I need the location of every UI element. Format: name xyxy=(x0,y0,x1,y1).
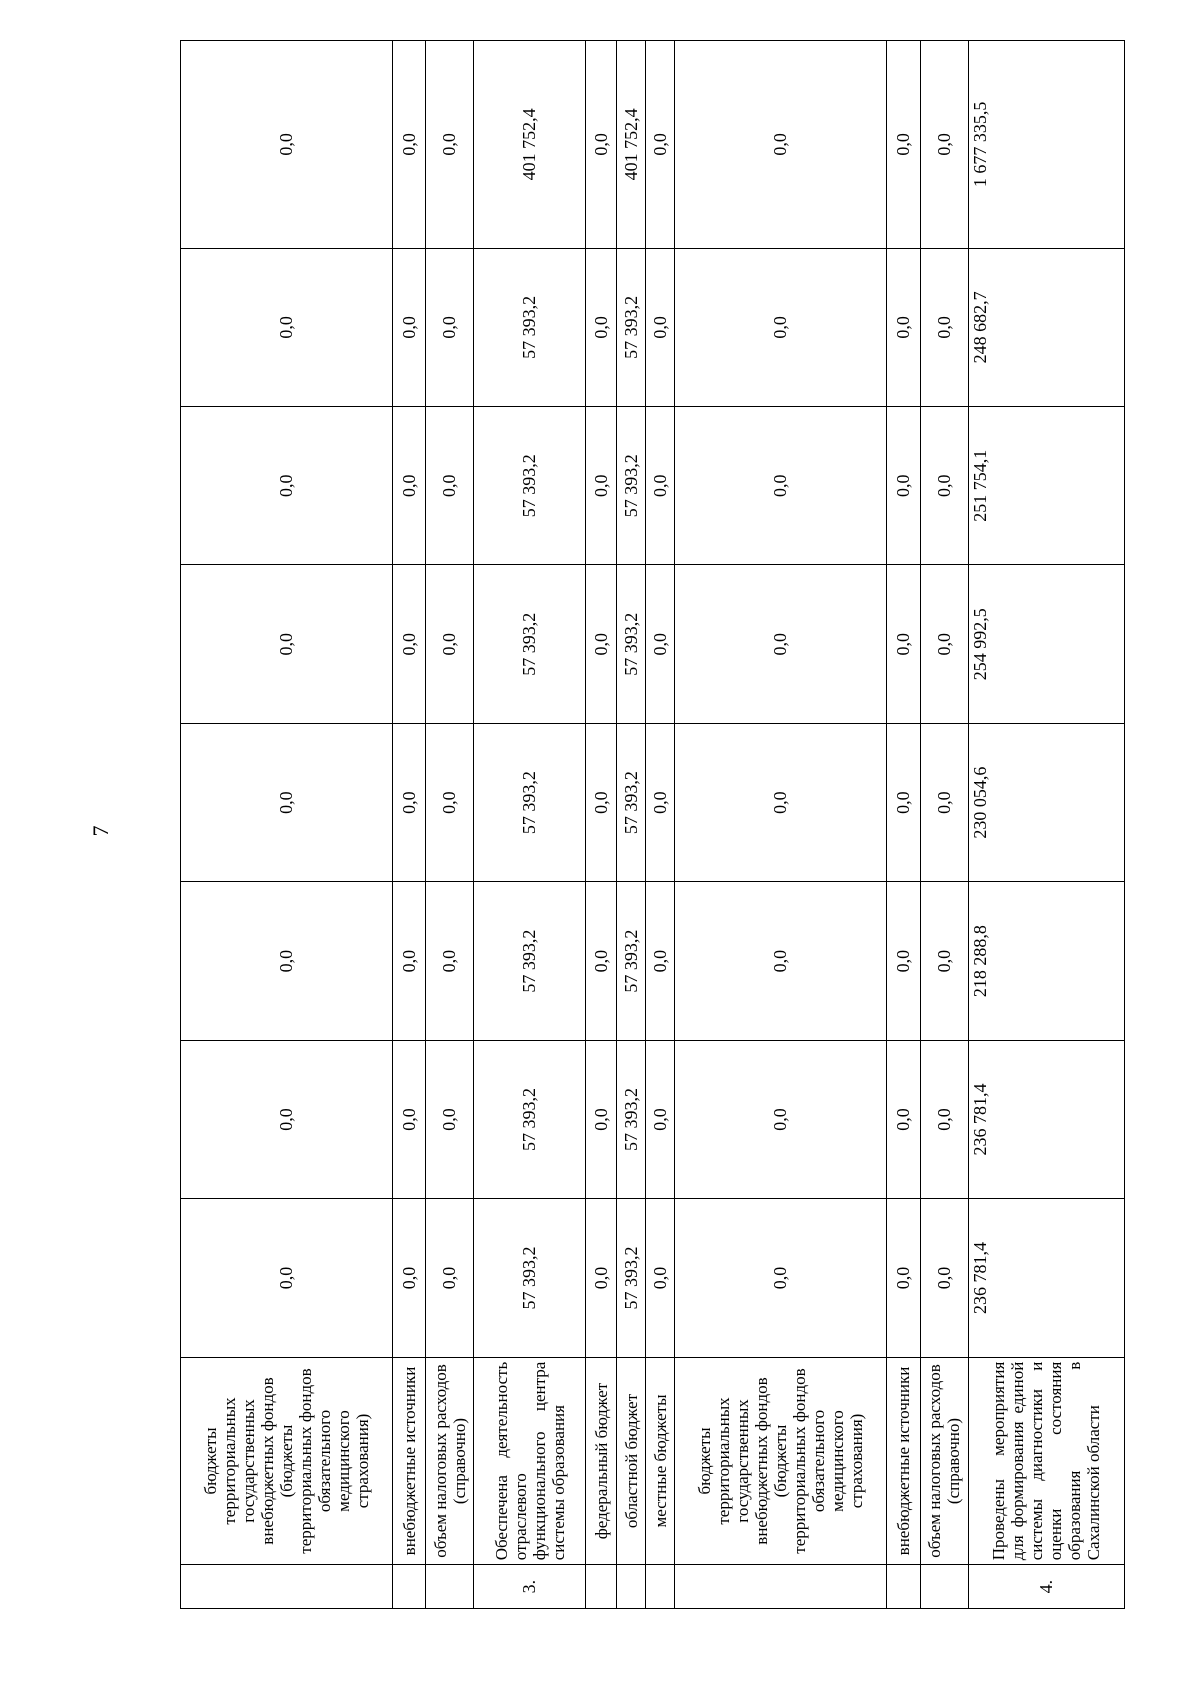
year-value-cell: 57 393,2 xyxy=(617,565,646,723)
row-label: внебюджетные источники xyxy=(887,1357,920,1565)
total-value-cell: 0,0 xyxy=(586,41,617,249)
year-value-cell: 0,0 xyxy=(181,407,393,565)
total-value-cell: 0,0 xyxy=(646,41,675,249)
row-label: бюджеты территориальных государственных внебюджетных фондов (бюджеты территориальных фондов обязательного медицинского страхования) xyxy=(181,1357,393,1565)
row-label: внебюджетные источники xyxy=(393,1357,426,1565)
year-value-cell: 0,0 xyxy=(887,565,920,723)
table-row xyxy=(675,41,887,1609)
year-value-cell: 236 781,4 xyxy=(968,1040,1124,1198)
year-value-cell: 0,0 xyxy=(646,882,675,1040)
year-value-cell: 0,0 xyxy=(675,1199,887,1357)
year-value-cell: 0,0 xyxy=(181,565,393,723)
year-value-cell: 0,0 xyxy=(675,248,887,406)
row-index xyxy=(393,1565,426,1609)
table-row xyxy=(393,41,426,1609)
table-row xyxy=(474,41,586,1609)
total-value-cell: 0,0 xyxy=(393,41,426,249)
year-value-cell: 0,0 xyxy=(426,723,474,881)
year-value-cell: 0,0 xyxy=(393,1040,426,1198)
year-value-cell: 0,0 xyxy=(426,248,474,406)
year-value-cell: 0,0 xyxy=(393,565,426,723)
total-value-cell: 0,0 xyxy=(887,41,920,249)
year-value-cell: 0,0 xyxy=(393,407,426,565)
year-value-cell: 0,0 xyxy=(675,407,887,565)
year-value-cell: 0,0 xyxy=(181,723,393,881)
table-row xyxy=(646,41,675,1609)
year-value-cell: 0,0 xyxy=(586,565,617,723)
year-value-cell: 230 054,6 xyxy=(968,723,1124,881)
total-value-cell: 0,0 xyxy=(920,41,968,249)
year-value-cell: 0,0 xyxy=(920,248,968,406)
year-value-cell: 57 393,2 xyxy=(617,723,646,881)
year-value-cell: 0,0 xyxy=(920,882,968,1040)
year-value-cell: 0,0 xyxy=(646,407,675,565)
year-value-cell: 0,0 xyxy=(887,723,920,881)
year-value-cell: 57 393,2 xyxy=(474,723,586,881)
row-index xyxy=(887,1565,920,1609)
year-value-cell: 0,0 xyxy=(675,723,887,881)
total-value-cell: 1 677 335,5 xyxy=(968,41,1124,249)
budget-table-container xyxy=(180,40,1125,1609)
year-value-cell: 57 393,2 xyxy=(474,407,586,565)
year-value-cell: 57 393,2 xyxy=(474,882,586,1040)
year-value-cell: 0,0 xyxy=(426,1199,474,1357)
year-value-cell: 0,0 xyxy=(181,1199,393,1357)
year-value-cell: 0,0 xyxy=(181,882,393,1040)
row-index xyxy=(920,1565,968,1609)
year-value-cell: 0,0 xyxy=(675,1040,887,1198)
year-value-cell: 0,0 xyxy=(887,407,920,565)
year-value-cell: 0,0 xyxy=(646,248,675,406)
year-value-cell: 57 393,2 xyxy=(617,248,646,406)
row-label: федеральный бюджет xyxy=(586,1357,617,1565)
year-value-cell: 0,0 xyxy=(393,248,426,406)
year-value-cell: 0,0 xyxy=(426,407,474,565)
year-value-cell: 0,0 xyxy=(393,723,426,881)
year-value-cell: 0,0 xyxy=(675,882,887,1040)
table-row xyxy=(887,41,920,1609)
year-value-cell: 0,0 xyxy=(586,407,617,565)
table-row xyxy=(586,41,617,1609)
year-value-cell: 0,0 xyxy=(920,1199,968,1357)
year-value-cell: 57 393,2 xyxy=(474,1199,586,1357)
year-value-cell: 0,0 xyxy=(887,1199,920,1357)
total-value-cell: 0,0 xyxy=(181,41,393,249)
year-value-cell: 0,0 xyxy=(646,723,675,881)
row-index xyxy=(675,1565,887,1609)
year-value-cell: 0,0 xyxy=(887,1040,920,1198)
year-value-cell: 57 393,2 xyxy=(617,1199,646,1357)
year-value-cell: 251 754,1 xyxy=(968,407,1124,565)
row-index xyxy=(646,1565,675,1609)
table-row xyxy=(920,41,968,1609)
row-index xyxy=(617,1565,646,1609)
year-value-cell: 0,0 xyxy=(675,565,887,723)
table-row xyxy=(617,41,646,1609)
year-value-cell: 0,0 xyxy=(181,1040,393,1198)
year-value-cell: 57 393,2 xyxy=(617,1040,646,1198)
year-value-cell: 57 393,2 xyxy=(474,565,586,723)
year-value-cell: 0,0 xyxy=(586,248,617,406)
year-value-cell: 57 393,2 xyxy=(474,1040,586,1198)
year-value-cell: 0,0 xyxy=(426,565,474,723)
budget-table-rotated xyxy=(180,40,1125,1609)
year-value-cell: 0,0 xyxy=(646,1040,675,1198)
total-value-cell: 0,0 xyxy=(426,41,474,249)
row-label: областной бюджет xyxy=(617,1357,646,1565)
year-value-cell: 0,0 xyxy=(646,565,675,723)
year-value-cell: 218 288,8 xyxy=(968,882,1124,1040)
total-value-cell: 401 752,4 xyxy=(617,41,646,249)
budget-table xyxy=(180,40,1125,1609)
row-label: Проведены мероприятия для формирования единой системы диагностики и оценки состояния образования в Сахалинской области xyxy=(968,1357,1124,1565)
table-row xyxy=(968,41,1124,1609)
year-value-cell: 0,0 xyxy=(920,723,968,881)
year-value-cell: 0,0 xyxy=(586,1199,617,1357)
year-value-cell: 0,0 xyxy=(426,882,474,1040)
row-index xyxy=(426,1565,474,1609)
year-value-cell: 0,0 xyxy=(426,1040,474,1198)
row-label: бюджеты территориальных государственных внебюджетных фондов (бюджеты территориальных фондов обязательного медицинского страхования) xyxy=(675,1357,887,1565)
row-label: Обеспечена деятельность отраслевого функционального центра системы образования xyxy=(474,1357,586,1565)
row-index: 3. xyxy=(474,1565,586,1609)
year-value-cell: 57 393,2 xyxy=(474,248,586,406)
year-value-cell: 57 393,2 xyxy=(617,882,646,1040)
year-value-cell: 0,0 xyxy=(920,565,968,723)
row-label: объем налоговых расходов (справочно) xyxy=(920,1357,968,1565)
year-value-cell: 0,0 xyxy=(920,407,968,565)
total-value-cell: 0,0 xyxy=(675,41,887,249)
year-value-cell: 236 781,4 xyxy=(968,1199,1124,1357)
table-row xyxy=(426,41,474,1609)
year-value-cell: 0,0 xyxy=(920,1040,968,1198)
year-value-cell: 254 992,5 xyxy=(968,565,1124,723)
year-value-cell: 57 393,2 xyxy=(617,407,646,565)
row-label: местные бюджеты xyxy=(646,1357,675,1565)
row-index: 4. xyxy=(968,1565,1124,1609)
row-label: объем налоговых расходов (справочно) xyxy=(426,1357,474,1565)
page-number: 7 xyxy=(88,825,113,837)
table-row xyxy=(181,41,393,1609)
year-value-cell: 0,0 xyxy=(393,882,426,1040)
row-index xyxy=(181,1565,393,1609)
year-value-cell: 248 682,7 xyxy=(968,248,1124,406)
row-index xyxy=(586,1565,617,1609)
year-value-cell: 0,0 xyxy=(887,882,920,1040)
year-value-cell: 0,0 xyxy=(887,248,920,406)
year-value-cell: 0,0 xyxy=(646,1199,675,1357)
year-value-cell: 0,0 xyxy=(586,882,617,1040)
year-value-cell: 0,0 xyxy=(586,1040,617,1198)
year-value-cell: 0,0 xyxy=(393,1199,426,1357)
year-value-cell: 0,0 xyxy=(181,248,393,406)
total-value-cell: 401 752,4 xyxy=(474,41,586,249)
budget-table-body xyxy=(181,41,1125,1609)
year-value-cell: 0,0 xyxy=(586,723,617,881)
